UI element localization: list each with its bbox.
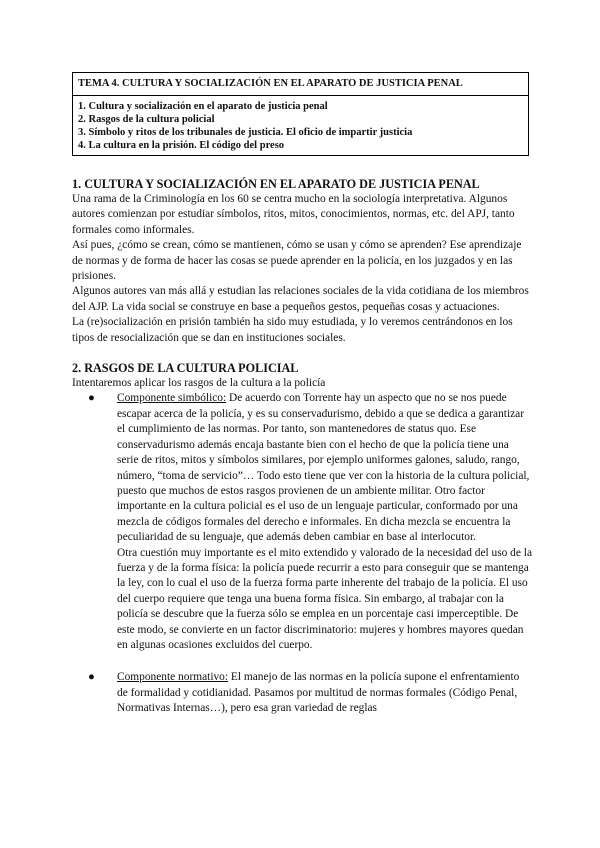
section-2-heading: 2. RASGOS DE LA CULTURA POLICIAL: [72, 361, 299, 376]
topic-outline-list: [73, 96, 528, 155]
outline-item-2: 2. Rasgos de la cultura policial: [78, 114, 215, 125]
topic-title: TEMA 4. CULTURA Y SOCIALIZACIÓN EN EL APARATO DE JUSTICIA PENAL: [73, 73, 528, 96]
section-1-heading: 1. CULTURA Y SOCIALIZACIÓN EN EL APARATO DE JUSTICIA PENAL: [72, 177, 480, 191]
list-item-normative-component: [72, 670, 532, 716]
normative-component-label: Componente normativo:: [117, 671, 229, 684]
section-1-paragraph-1: Una rama de la Criminología en los 60 se centra mucho en la sociología interpretativa. Algunos autores comienzan por estudiar símbolos, ritos, mitos, conocimientos, normas, etc. del APJ, tanto formales como informales.: [72, 193, 515, 236]
list-item-symbolic-component: [72, 391, 532, 653]
bullet-icon: ●: [88, 671, 95, 684]
symbolic-component-paragraph: [117, 391, 532, 545]
symbolic-component-extra: Otra cuestión muy importante es el mito extendido y valorado de la necesidad del uso de la fuerza y de la forma física: la policía puede recurrir a esto para conseguir que se mantenga la ley, con lo cual el uso de la fuerza forma parte inherente del trabajo de la policía. El uso del cuerpo requiere que tenga una buena forma física. Sin embargo, al trabajar con la policía se descubre que la fuerza sólo se emplea en un porcentaje casi imperceptible. De este modo, se convierte en un factor discriminatorio: mujeres y hombres mayores quedan en algunas ocasiones excluidos del cuerpo.: [117, 546, 533, 651]
section-2-intro: Intentaremos aplicar los rasgos de la cultura a la policía: [72, 377, 326, 390]
outline-item-1: 1. Cultura y socialización en el aparato de justicia penal: [78, 101, 328, 112]
topic-outline-box: [72, 72, 529, 156]
normative-component-paragraph: [117, 670, 532, 716]
police-culture-components-list: [72, 391, 532, 716]
bullet-icon: ●: [88, 392, 95, 405]
normative-component-text: El manejo de las normas en la policía supone el enfrentamiento de formalidad y cotidianidad. Pasamos por multitud de normas formales (Código Penal, Normativas Internas…), pero esa gran variedad de reglas: [117, 671, 520, 715]
symbolic-component-text: De acuerdo con Torrente hay un aspecto que no se nos puede escapar acerca de la policía, y es su conservadurismo, debido a que se dedica a garantizar el cumplimiento de las normas. Por tanto, son mantenedores de status quo. Ese conservadurismo además encaja bastante bien con el hecho de que la policía tiene una serie de ritos, mitos y símbolos similares, por ejemplo uniformes galones, saludo, rango, número, “toma de servicio”… Todo esto tiene que ver con la historia de la cultura policial, puesto que muchos de estos rasgos provienen de un ambiente militar. Otro factor importante en la cultura policial es el uso de un lenguaje particular, conformado por una mezcla de códigos formales del derecho e informales. En dicha mezcla se encuentra la peculiaridad de su lenguaje, que además deben cambiar en base al interlocutor.: [117, 392, 530, 544]
outline-item-4: 4. La cultura en la prisión. El código del preso: [78, 140, 285, 151]
symbolic-component-label: Componente simbólico:: [117, 392, 227, 405]
outline-item-3: 3. Símbolo y ritos de los tribunales de justicia. El oficio de impartir justicia: [78, 127, 413, 138]
document-body: [72, 176, 532, 717]
section-1-paragraph-3: Algunos autores van más allá y estudian las relaciones sociales de la vida cotidiana de los miembros del AJP. La vida social se construye en base a pequeños gestos, pequeñas cosas y actuaciones.: [72, 285, 529, 313]
section-1-paragraph-2: Así pues, ¿cómo se crean, cómo se mantienen, cómo se usan y cómo se aprenden? Ese aprendizaje de normas y de forma de hacer las cosas se puede aprender en la policía, en los juzgados y en las prisiones.: [72, 239, 522, 283]
section-1-paragraph-4: La (re)socialización en prisión también ha sido muy estudiada, y lo veremos centrándonos en los tipos de resocialización que se dan en instituciones sociales.: [72, 316, 513, 344]
